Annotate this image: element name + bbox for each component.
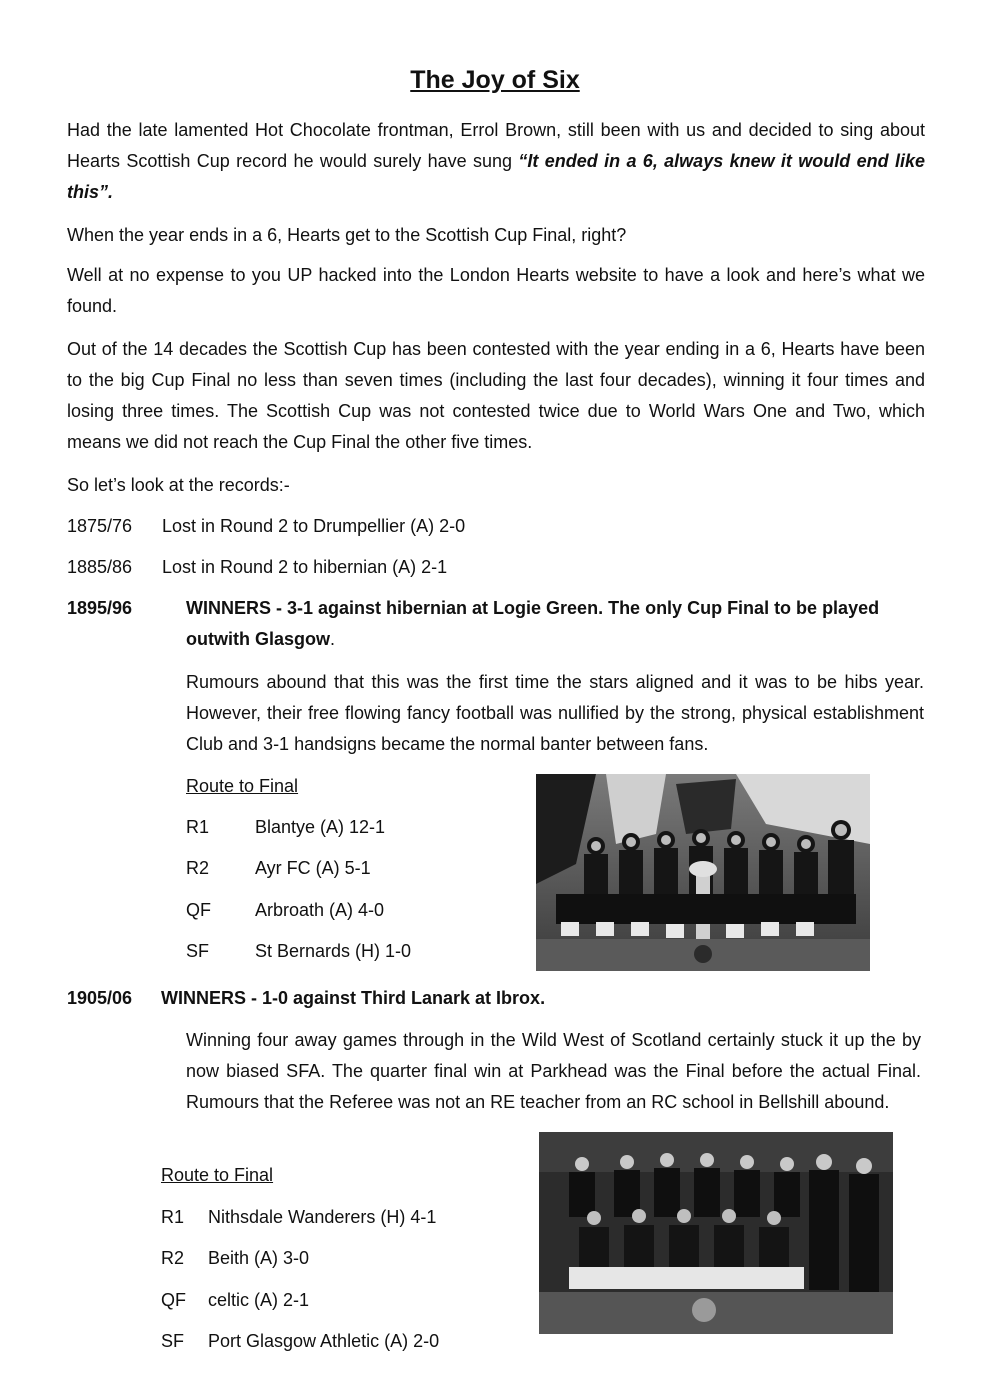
route-round: R1 [186,817,210,837]
route-match: Arbroath (A) 4-0 [255,900,385,920]
record-row-1876 [67,511,465,542]
season-body-1896: Rumours abound that this was the first time the stars aligned and it was to be hibs year. However, their free flowing fancy football was nullified by the strong, physical establishment Club and 3-1 handsigns became the normal banter between fans. [186,672,924,754]
intro-paragraph-3: Well at no expense to you UP hacked into the London Hearts website to have a look and here’s what we found. [67,265,925,316]
route-row-1896-r2 [186,853,371,884]
route-row-1906-qf [161,1285,309,1316]
route-match: celtic (A) 2-1 [208,1290,310,1310]
route-round: R1 [161,1207,185,1227]
team-photo-1896 [536,774,870,971]
record-year: 1885/86 [67,557,133,577]
route-row-1896-sf [186,936,411,967]
route-row-1906-r2 [161,1243,309,1274]
season-headline-1906: WINNERS - 1-0 against Third Lanark at Ibrox. [161,988,546,1008]
route-match: Ayr FC (A) 5-1 [255,858,371,878]
route-match: Nithsdale Wanderers (H) 4-1 [208,1207,437,1227]
route-match: St Bernards (H) 1-0 [255,941,412,961]
record-result: Lost in Round 2 to Drumpellier (A) 2-0 [162,516,466,536]
route-round: QF [161,1290,186,1310]
route-row-1896-r1 [186,812,385,843]
season-headline-1896 [186,593,916,655]
route-match: Blantye (A) 12-1 [255,817,386,837]
season-body-1906: Winning four away games through in the Wild West of Scotland certainly stuck it up the by now biased SFA. The quarter final win at Parkhead was the Final before the actual Final. Rumours that the Referee was not an RE teacher from an RC school in Bellshill abound. [186,1030,921,1112]
route-row-1906-sf [161,1326,439,1357]
record-result: Lost in Round 2 to hibernian (A) 2-1 [162,557,448,577]
team-photo-1906 [539,1132,893,1334]
route-row-1906-r1 [161,1202,436,1233]
route-match: Beith (A) 3-0 [208,1248,310,1268]
intro-paragraph-2: When the year ends in a 6, Hearts get to the Scottish Cup Final, right? [67,225,627,245]
route-round: R2 [161,1248,185,1268]
intro-lead-text: Had the late lamented Hot Chocolate frontman, Errol Brown, still been with us and decided to sing about Hearts Scottish Cup record he would surely have sung [67,120,925,171]
season-year-1906: 1905/06 [67,988,133,1008]
record-row-1886 [67,552,447,583]
song-quote: “It ended in a 6, always knew it would end like this”. [67,151,925,202]
route-round: SF [186,941,210,961]
route-round: SF [161,1331,185,1351]
season-year-1896: 1895/96 [67,598,133,618]
intro-paragraph-1 [67,115,925,208]
record-year: 1875/76 [67,516,133,536]
route-round: R2 [186,858,210,878]
intro-paragraph-4: Out of the 14 decades the Scottish Cup has been contested with the year ending in a 6, Hearts have been to the big Cup Final no less than seven times (including the last four decades), winning it four times and losing three times. The Scottish Cup was not contested twice due to World Wars One and Two, which means we did not reach the Cup Final the other five times. [67,339,925,452]
route-round: QF [186,900,211,920]
route-title-1896: Route to Final [186,776,299,796]
page-title: The Joy of Six [410,66,580,94]
route-title-1906: Route to Final [161,1165,274,1185]
route-row-1896-qf [186,895,384,926]
headline-text: WINNERS - 3-1 against hibernian at Logie Green. The only Cup Final to be played outwith Glasgow [186,598,880,649]
route-match: Port Glasgow Athletic (A) 2-0 [208,1331,440,1351]
headline-end: . [330,629,336,649]
intro-paragraph-5: So let’s look at the records:- [67,475,290,495]
